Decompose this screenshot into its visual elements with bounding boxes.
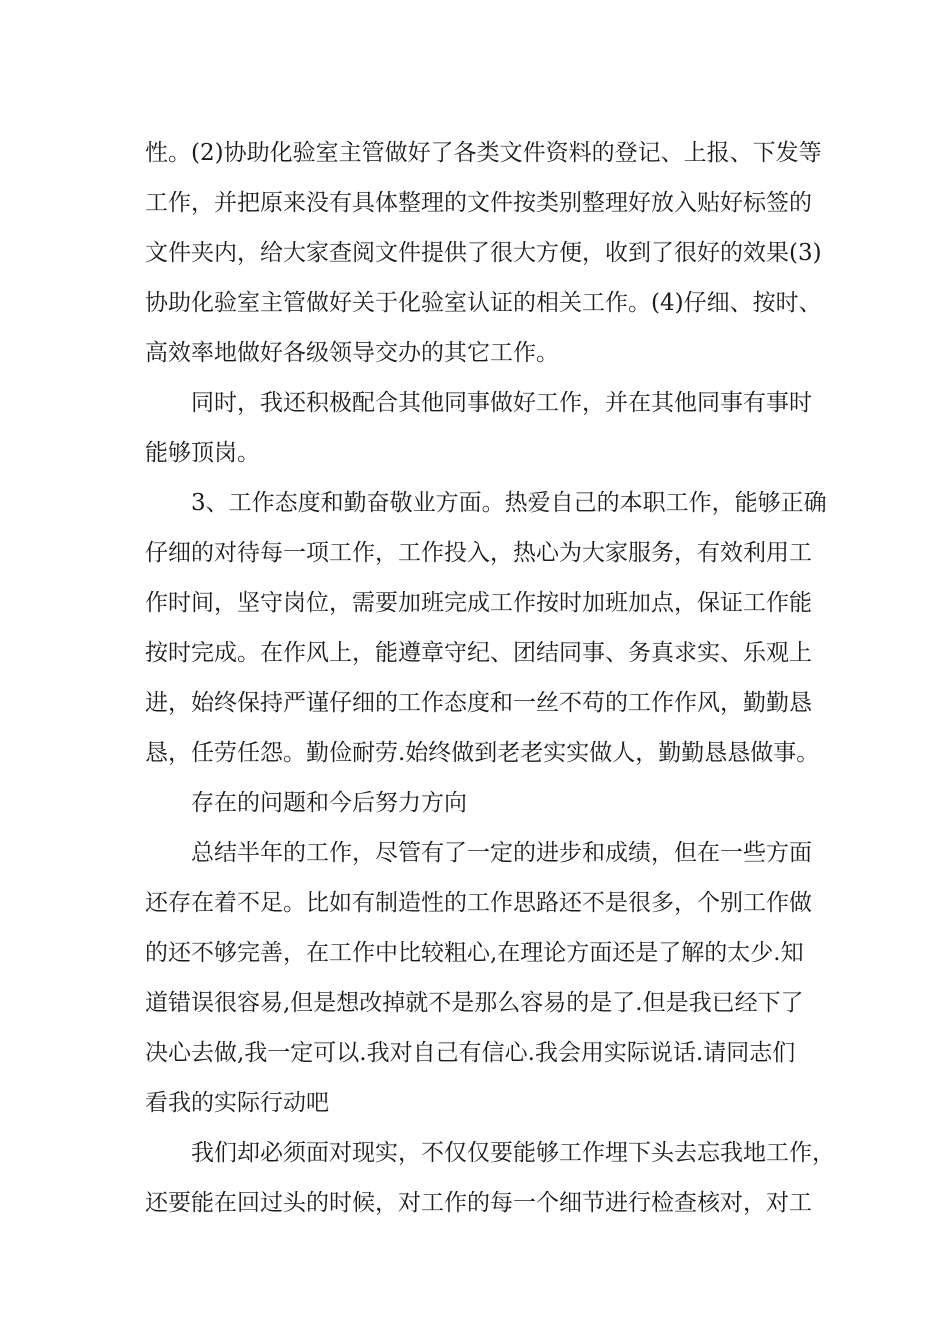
text-line: 文件夹内，给大家查阅文件提供了很大方便，收到了很好的效果(3) (145, 240, 822, 266)
text-line: 还存在着不足。比如有制造性的工作思路还不是很多，个别工作做 (145, 890, 812, 916)
text-line: 仔细的对待每一项工作，工作投入，热心为大家服务，有效利用工 (145, 540, 812, 566)
text-line: 看我的实际行动吧 (145, 1090, 329, 1116)
paragraph-start-line: 我们却必须面对现实，不仅仅要能够工作埋下头去忘我地工作， (191, 1140, 835, 1166)
text-line: 高效率地做好各级领导交办的其它工作。 (145, 340, 559, 366)
text-line: 作时间，坚守岗位，需要加班完成工作按时加班加点，保证工作能 (145, 590, 812, 616)
text-line: 工作，并把原来没有具体整理的文件按类别整理好放入贴好标签的 (145, 190, 812, 216)
text-line: 道错误很容易,但是想改掉就不是那么容易的是了.但是我已经下了 (145, 990, 804, 1016)
text-line: 的还不够完善，在工作中比较粗心,在理论方面还是了解的太少.知 (145, 940, 804, 966)
text-line: 恳，任劳任怨。勤俭耐劳.始终做到老老实实做人，勤勤恳恳做事。 (145, 740, 820, 766)
document-body (145, 128, 835, 1228)
text-line: 按时完成。在作风上，能遵章守纪、团结同事、务真求实、乐观上 (145, 640, 812, 666)
text-line: 协助化验室主管做好关于化验室认证的相关工作。(4)仔细、按时、 (145, 290, 822, 316)
paragraph-start-line: 总结半年的工作，尽管有了一定的进步和成绩，但在一些方面 (191, 840, 812, 866)
text-line: 能够顶岗。 (145, 440, 260, 466)
paragraph-start-line: 同时，我还积极配合其他同事做好工作，并在其他同事有事时 (191, 390, 812, 416)
text-line: 决心去做,我一定可以.我对自己有信心.我会用实际说话.请同志们 (145, 1040, 796, 1066)
text-line: 进，始终保持严谨仔细的工作态度和一丝不苟的工作作风，勤勤恳 (145, 690, 812, 716)
text-line: 还要能在回过头的时候，对工作的每一个细节进行检查核对，对工 (145, 1190, 812, 1216)
text-line: 性。(2)协助化验室主管做好了各类文件资料的登记、上报、下发等 (145, 140, 822, 166)
paragraph-start-line: 3、工作态度和勤奋敬业方面。热爱自己的本职工作，能够正确 (191, 490, 827, 516)
section-heading: 存在的问题和今后努力方向 (191, 790, 467, 816)
